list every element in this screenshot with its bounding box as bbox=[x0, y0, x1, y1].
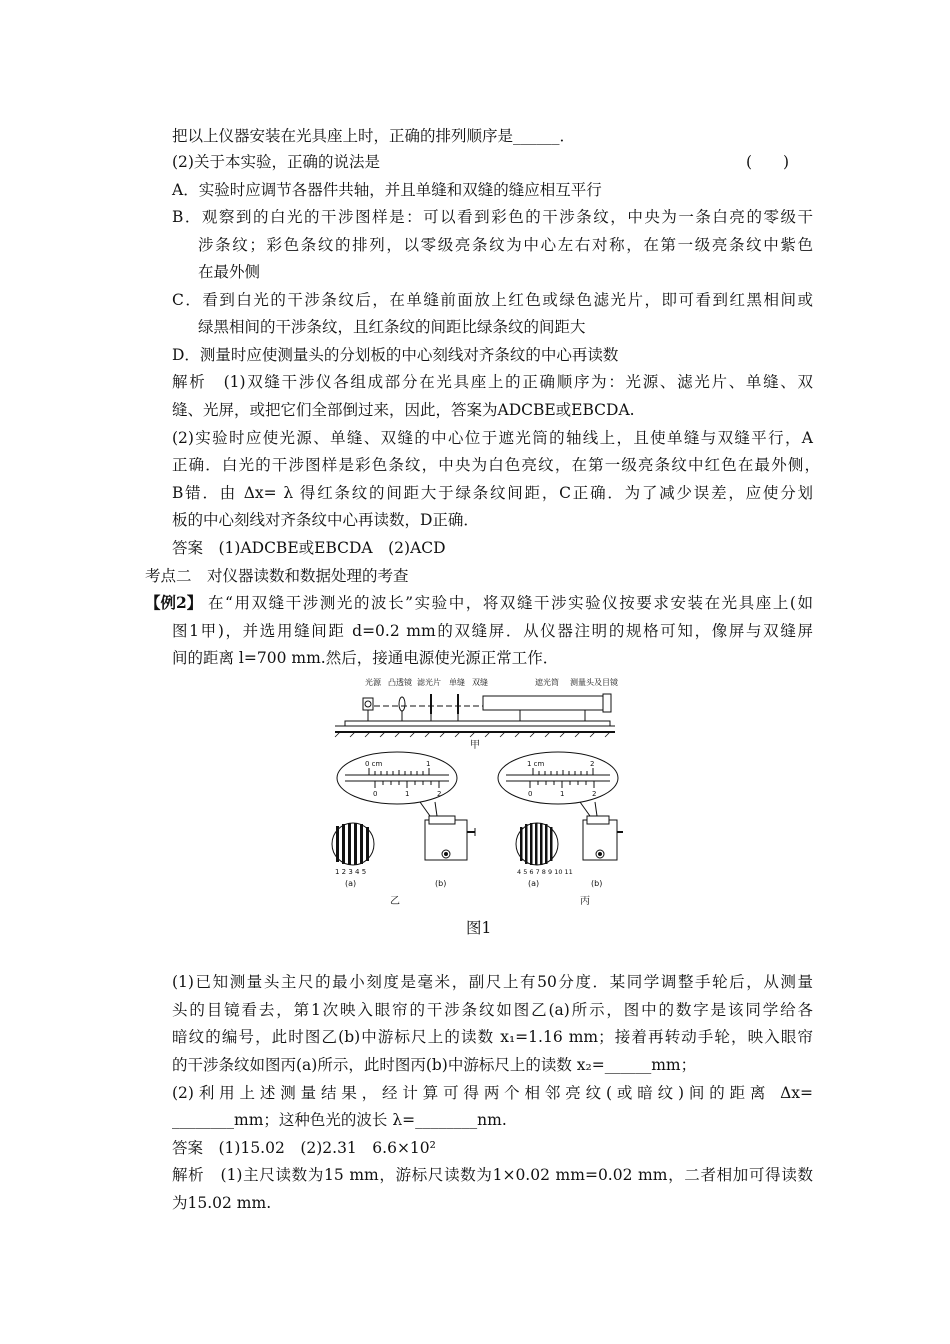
yi-sub-labels bbox=[345, 879, 446, 907]
yi-fringe-numbers: 1 2 3 4 5 bbox=[335, 868, 367, 876]
label-light-source: 光源 bbox=[365, 678, 381, 687]
text-line: 在最外侧 bbox=[198, 263, 261, 281]
bing-fringe-numbers: 4 5 6 7 8 9 10 11 bbox=[517, 868, 573, 876]
yi-sub-b: (b) bbox=[435, 879, 447, 888]
bing-main-1: 2 bbox=[590, 760, 595, 768]
section-heading: 考点二 对仪器读数和数据处理的考查 bbox=[145, 567, 409, 585]
analysis-line: 解析 (1)主尺读数为15 mm，游标尺读数为1×0.02 mm=0.02 mm，二者相加可得读数 bbox=[172, 1166, 813, 1184]
label-yi: 乙 bbox=[390, 896, 400, 907]
label-filter: 滤光片 bbox=[417, 678, 441, 687]
yi-main-1: 1 bbox=[426, 760, 431, 768]
bing-sub-labels bbox=[528, 879, 602, 907]
text-line: (2)利用上述测量结果，经计算可得两个相邻亮纹(或暗纹)间的距离 Δx= bbox=[172, 1084, 813, 1102]
text-line: 涉条纹；彩色条纹的排列，以零级亮条纹为中心左右对称，在第一级亮条纹中紫色 bbox=[198, 236, 813, 254]
text-line: 间的距离 l=700 mm.然后，接通电源使光源正常工作． bbox=[172, 649, 559, 667]
text-line: 为15.02 mm. bbox=[172, 1194, 272, 1212]
group-bing bbox=[498, 752, 618, 816]
yi-sub-a: (a) bbox=[345, 879, 357, 888]
answer-line: 答案 (1)15.02 (2)2.31 6.6×10² bbox=[172, 1139, 436, 1157]
figure-drawing bbox=[325, 676, 625, 912]
bing-vernier-1: 1 bbox=[560, 790, 565, 798]
figure-caption: 图1 bbox=[466, 919, 492, 937]
answer-bracket: ( ) bbox=[746, 153, 790, 171]
label-lens: 凸透镜 bbox=[388, 678, 412, 687]
label-jia: 甲 bbox=[470, 740, 480, 751]
fringes-bing bbox=[516, 823, 558, 865]
label-tube: 遮光筒 bbox=[535, 678, 559, 687]
text-line: 图1甲)，并选用缝间距 d=0.2 mm的双缝屏．从仪器注明的规格可知，像屏与双缝屏 bbox=[172, 622, 813, 640]
option-a: A．实验时应调节各器件共轴，并且单缝和双缝的缝应相互平行 bbox=[172, 181, 602, 199]
yi-vernier-0: 0 bbox=[373, 790, 378, 798]
label-double-slit: 双缝 bbox=[472, 678, 488, 687]
bing-sub-b: (b) bbox=[591, 879, 603, 888]
text-line: (2)关于本实验，正确的说法是 bbox=[172, 153, 380, 171]
option-b: B．观察到的白光的干涉图样是：可以看到彩色的干涉条纹，中央为一条白亮的零级干 bbox=[172, 208, 813, 226]
fringes-yi bbox=[332, 823, 374, 865]
text-line: 把以上仪器安装在光具座上时，正确的排列顺序是______． bbox=[172, 127, 576, 145]
label-bing: 丙 bbox=[580, 896, 590, 907]
yi-vernier-2: 2 bbox=[437, 790, 442, 798]
text-line: 绿黑相间的干涉条纹，且红条纹的间距比绿条纹的间距大 bbox=[198, 318, 586, 336]
text-line: 正确．白光的干涉图样是彩色条纹，中央为白色亮纹，在第一级亮条纹中红色在最外侧， bbox=[172, 456, 820, 474]
text-line: (1)已知测量头主尺的最小刻度是毫米，副尺上有50分度．某同学调整手轮后，从测量 bbox=[172, 973, 813, 991]
text-line: ________mm；这种色光的波长 λ=________nm. bbox=[172, 1111, 507, 1129]
yi-main-0: 0 cm bbox=[365, 760, 383, 768]
text-line: 缝、光屏，或把它们全部倒过来，因此，答案为ADCBE或EBCDA. bbox=[172, 401, 635, 419]
analysis-line: 解析 (1)双缝干涉仪各组成部分在光具座上的正确顺序为：光源、滤光片、单缝、双 bbox=[172, 373, 813, 391]
label-eyepiece: 测量头及目镜 bbox=[570, 678, 618, 687]
text-line: 在“用双缝干涉测光的波长”实验中，将双缝干涉实验仪按要求安装在光具座上(如 bbox=[208, 594, 813, 612]
apparatus-labels bbox=[365, 677, 618, 687]
bing-vernier-0: 0 bbox=[528, 790, 533, 798]
label-single-slit: 单缝 bbox=[449, 678, 465, 687]
figure-1 bbox=[325, 676, 625, 912]
text-line: B错．由 Δx= λ 得红条纹的间距大于绿条纹间距，C正确．为了减少误差，应使分划 bbox=[172, 484, 813, 502]
option-d: D．测量时应使测量头的分划板的中心刻线对齐条纹的中心再读数 bbox=[172, 346, 619, 364]
optical-bench bbox=[335, 694, 615, 732]
text-line: 的干涉条纹如图丙(a)所示，此时图丙(b)中游标尺上的读数 x₂=______mm； bbox=[172, 1056, 697, 1074]
text-line: (2)实验时应使光源、单缝、双缝的中心位于遮光筒的轴线上，且使单缝与双缝平行，A bbox=[172, 429, 813, 447]
head-yi bbox=[425, 816, 475, 860]
bing-main-0: 1 cm bbox=[527, 760, 545, 768]
answer-line: 答案 (1)ADCBE或EBCDA (2)ACD bbox=[172, 539, 446, 557]
head-bing bbox=[583, 816, 623, 860]
yi-vernier-1: 1 bbox=[405, 790, 410, 798]
text-line: 暗纹的编号，此时图乙(b)中游标尺上的读数 x₁=1.16 mm；接着再转动手轮，映入眼帘 bbox=[172, 1028, 813, 1046]
example-tag: 【例2】 bbox=[145, 593, 203, 612]
group-yi bbox=[337, 752, 457, 816]
option-c: C．看到白光的干涉条纹后，在单缝前面放上红色或绿色滤光片，即可看到红黑相间或 bbox=[172, 291, 813, 309]
bing-sub-a: (a) bbox=[528, 879, 540, 888]
text-line: 头的目镜看去，第1次映入眼帘的干涉条纹如图乙(a)所示，图中的数字是该同学给各 bbox=[172, 1001, 813, 1019]
bing-vernier-2: 2 bbox=[592, 790, 597, 798]
text-line: 板的中心刻线对齐条纹中心再读数，D正确． bbox=[172, 511, 479, 529]
